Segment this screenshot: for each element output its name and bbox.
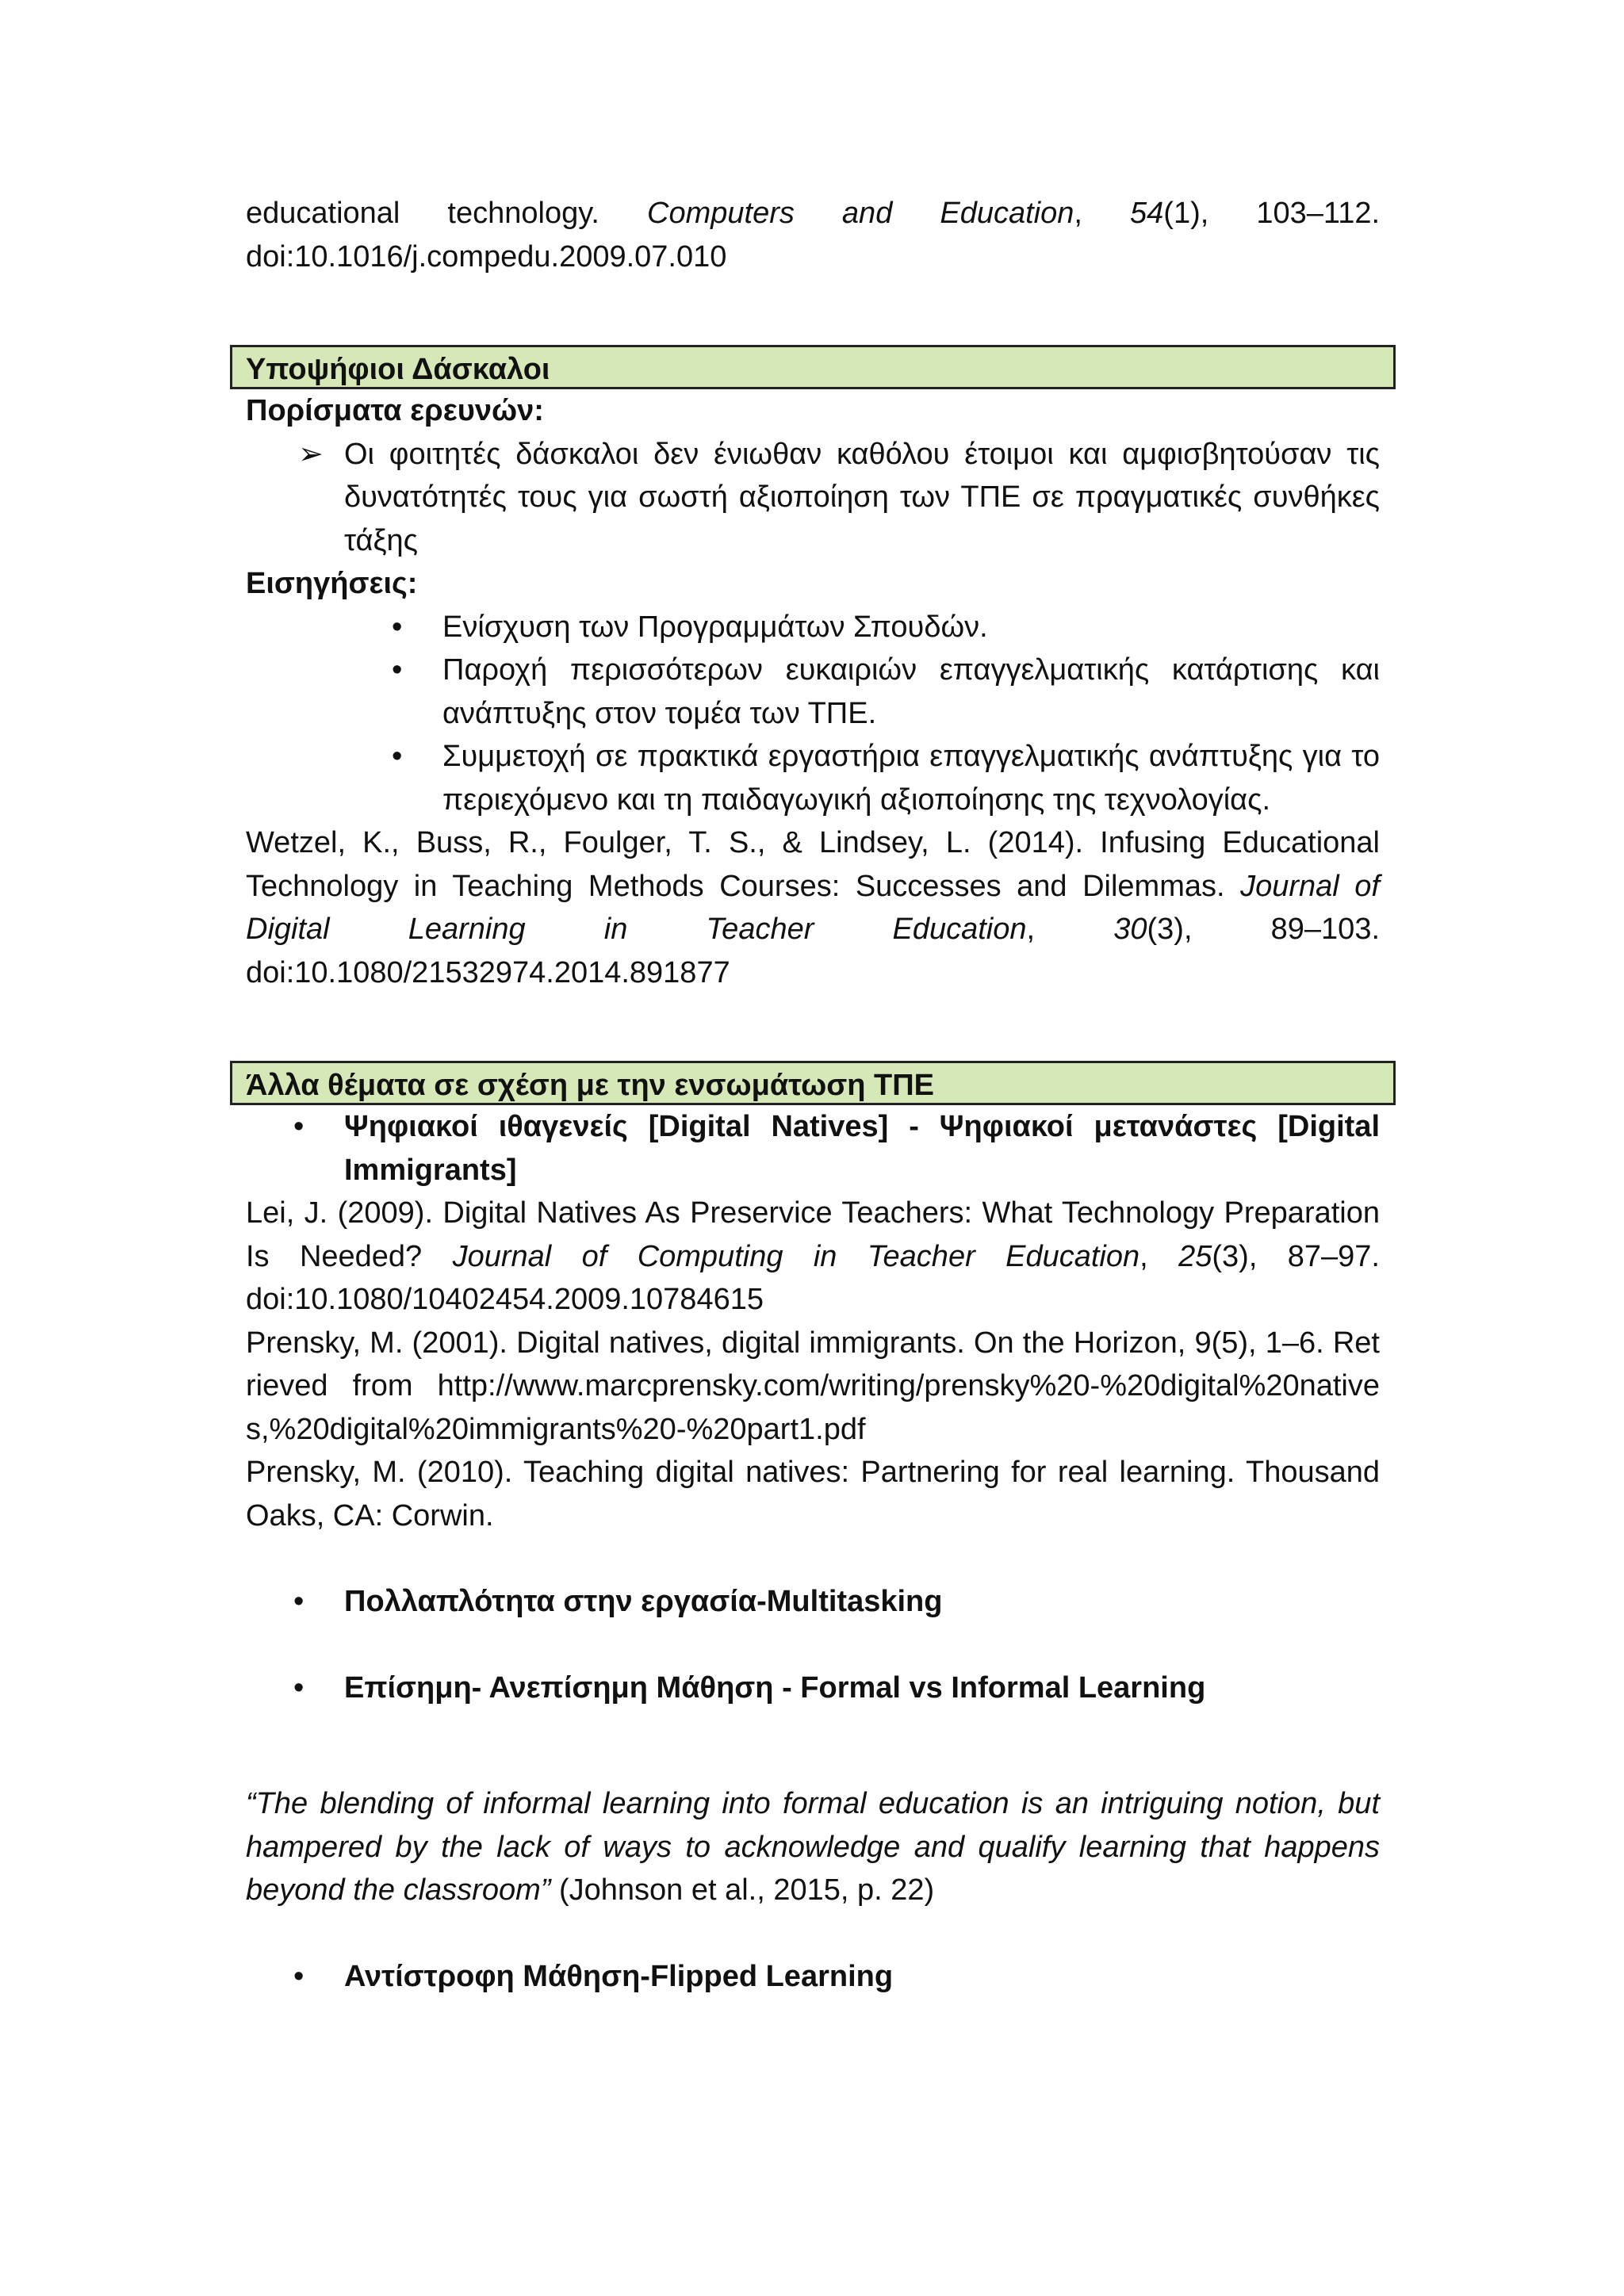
- page-content: [246, 192, 1380, 1998]
- bullet-icon: •: [392, 610, 403, 644]
- ref-text-end: (3), 87–97. doi:10.1080/10402454.2009.10784615: [246, 1239, 1380, 1316]
- topic-list-3: [246, 1667, 1380, 1710]
- ref-sep: ,: [1026, 913, 1114, 946]
- section-header-other-topics: Άλλα θέματα σε σχέση με την ενσωμάτωση ΤΠΕ: [230, 1061, 1396, 1105]
- reference-wetzel: [246, 821, 1380, 994]
- reference-continued-doi: doi:10.1016/j.compedu.2009.07.010: [246, 239, 727, 274]
- ref-volume: 25: [1178, 1239, 1212, 1273]
- quote-citation: (Johnson et al., 2015, p. 22): [550, 1873, 935, 1907]
- ref-sep: ,: [1139, 1239, 1179, 1273]
- ref-text-end: (3), 89–103. doi:10.1080/21532974.2014.891877: [246, 913, 1381, 989]
- arrow-bullet-icon: ➢: [298, 437, 324, 471]
- list-item: [246, 649, 1380, 735]
- list-item: [246, 735, 1380, 821]
- ref-journal: Journal of Digital Learning in Teacher Education: [246, 869, 1380, 946]
- suggestions-label: Εισηγήσεις:: [246, 567, 418, 600]
- section-header-candidate-teachers: Υποψήφιοι Δάσκαλοι: [230, 345, 1396, 389]
- suggestion-text: Ενίσχυση των Προγραμμάτων Σπουδών.: [442, 610, 988, 644]
- list-item: [246, 606, 1380, 649]
- ref-text: Lei, J. (2009). Digital Natives As Preservice Teachers: What Technology Preparation Is Needed?: [246, 1196, 1380, 1273]
- ref-text: educational technology.: [246, 197, 599, 230]
- topic-digital-natives: [246, 1105, 1380, 1192]
- ref-sep: ,: [1074, 197, 1082, 230]
- bullet-icon: •: [293, 1959, 304, 1993]
- topic-list-2: [246, 1580, 1380, 1624]
- bullet-icon: •: [293, 1585, 304, 1618]
- quote-text: “The blending of informal learning into formal education is an intriguing notion, but hampered by the lack of ways to acknowledge and qualify learning that happens beyond the classroom”: [246, 1787, 1380, 1907]
- topic-text: Πολλαπλότητα στην εργασία-Multitasking: [344, 1585, 943, 1618]
- ref-volume: 54: [1130, 197, 1164, 230]
- topic-multitasking: [246, 1580, 1380, 1624]
- ref-text: Wetzel, K., Buss, R., Foulger, T. S., & Lindsey, L. (2014). Infusing Educational Technology in Teaching Methods Courses: Successes and Dilemmas.: [246, 826, 1380, 903]
- topic-list-4: [246, 1955, 1380, 1999]
- finding-item: [246, 433, 1380, 563]
- reference-prensky-2010: Prensky, M. (2010). Teaching digital natives: Partnering for real learning. Thousand Oaks, CA: Corwin.: [246, 1456, 1380, 1533]
- finding-text: Οι φοιτητές δάσκαλοι δεν ένιωθαν καθόλου έτοιμοι και αμφισβητούσαν τις δυνατότητές τους για σωστή αξιοποίηση των ΤΠΕ σε πραγματικές συνθήκες τάξης: [344, 437, 1380, 557]
- reference-continued-line1: [246, 192, 1380, 235]
- suggestion-text: Συμμετοχή σε πρακτικά εργαστήρια επαγγελματικής ανάπτυξης για το περιεχόμενο και τη παιδαγωγική αξιοποίησης της τεχνολογίας.: [442, 740, 1380, 817]
- suggestion-text: Παροχή περισσότερων ευκαιριών επαγγελματικής κατάρτισης και ανάπτυξης στον τομέα των ΤΠΕ.: [442, 653, 1380, 730]
- bullet-icon: •: [293, 1110, 304, 1143]
- reference-lei: [246, 1192, 1380, 1322]
- ref-journal: Journal of Computing in Teacher Education: [452, 1239, 1140, 1273]
- bullet-icon: •: [392, 653, 403, 687]
- topic-list-1: [246, 1105, 1380, 1192]
- suggestions-list: [246, 606, 1380, 822]
- ref-volume: 30: [1113, 913, 1147, 946]
- bullet-icon: •: [392, 740, 403, 773]
- quote-paragraph: [246, 1782, 1380, 1912]
- topic-flipped-learning: [246, 1955, 1380, 1999]
- topic-text: Αντίστροφη Μάθηση-Flipped Learning: [344, 1959, 894, 1993]
- findings-label: Πορίσματα ερευνών:: [246, 394, 544, 427]
- ref-journal: Computers and Education: [647, 197, 1074, 230]
- topic-text: Ψηφιακοί ιθαγενείς [Digital Natives] - Ψηφιακοί μετανάστες [Digital Immigrants]: [344, 1110, 1380, 1187]
- ref-issue-pages: (1), 103–112.: [1163, 197, 1381, 230]
- bullet-icon: •: [293, 1670, 304, 1705]
- topic-text: Επίσημη- Ανεπίσημη Μάθηση - Formal vs Informal Learning: [344, 1670, 1206, 1705]
- topic-formal-informal: [246, 1667, 1380, 1710]
- reference-prensky-2001: Prensky, M. (2001). Digital natives, digital immigrants. On the Horizon, 9(5), 1–6. Retrieved from http://www.marcprensky.com/writing/prensky%20-%20digital%20natives,%20digital%20immigrants%20-%20part1.pdf: [246, 1326, 1380, 1446]
